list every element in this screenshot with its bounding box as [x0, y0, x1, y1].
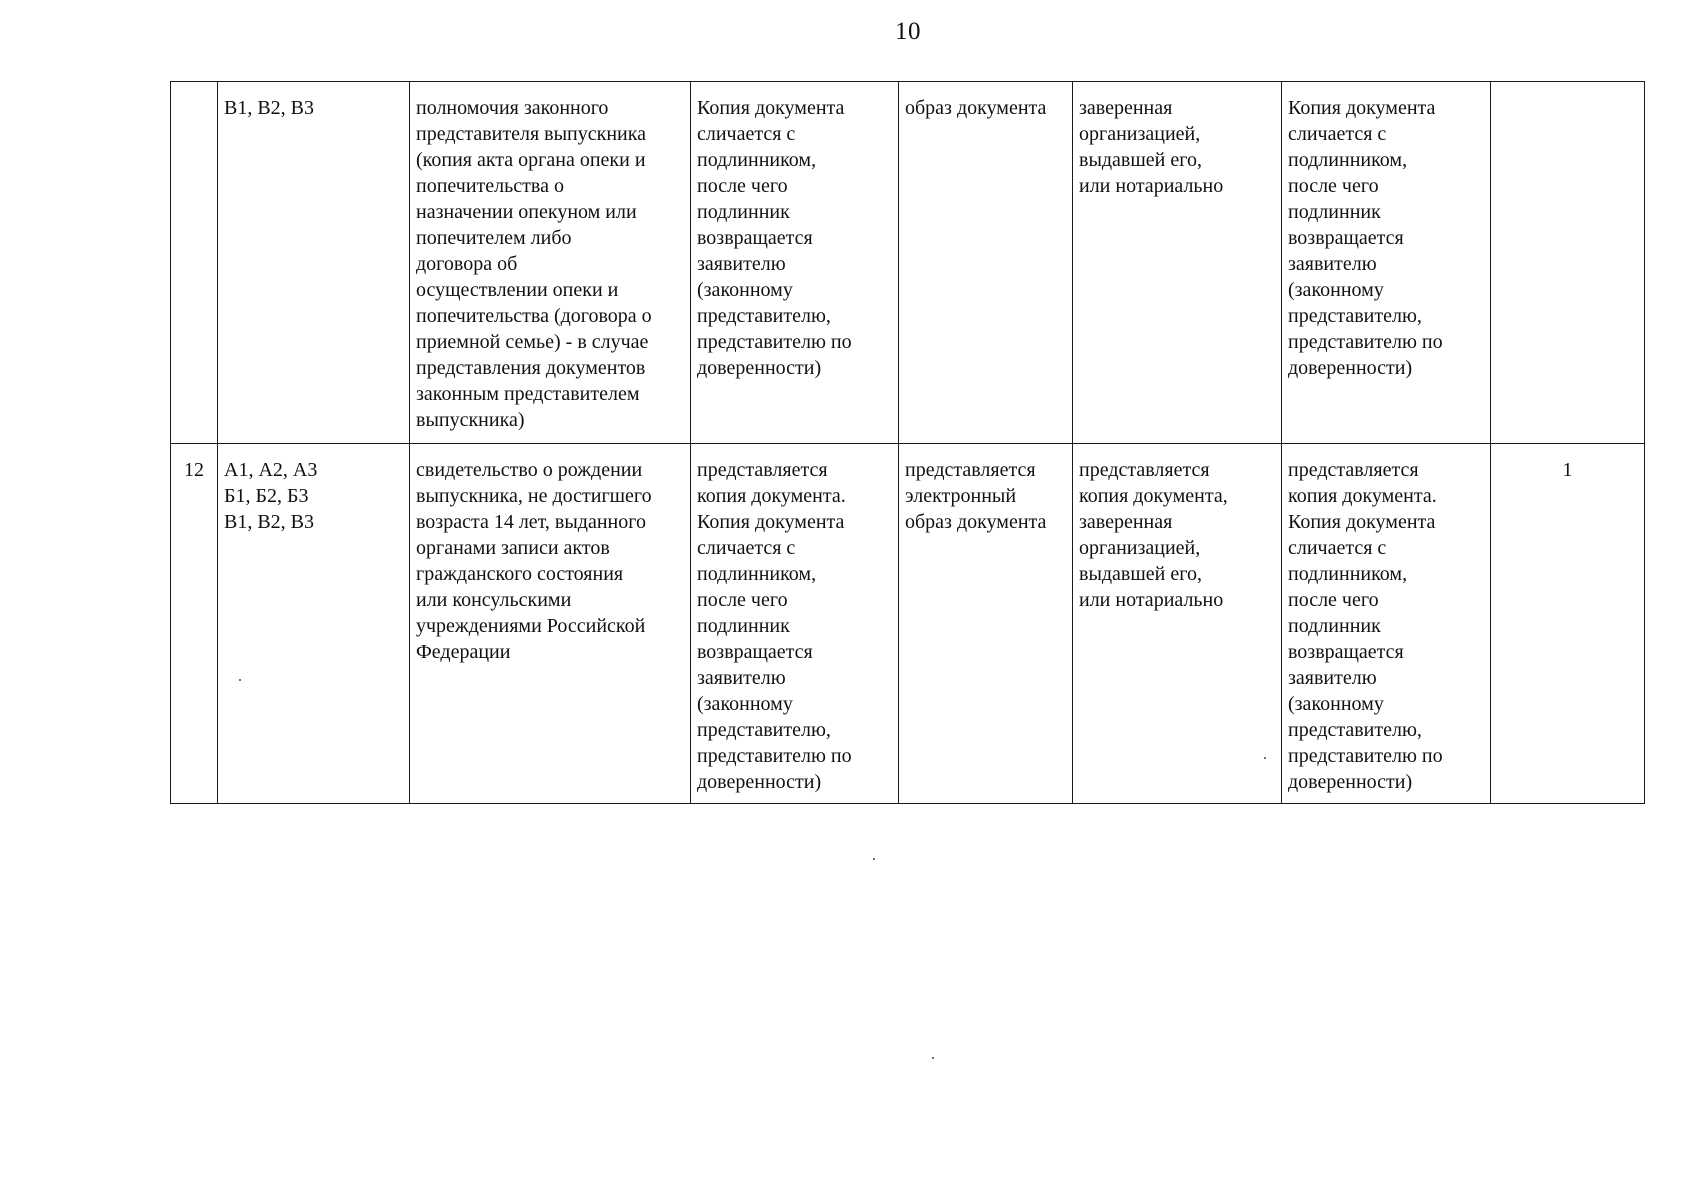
- document-name-cell: полномочия законного представителя выпускника (копия акта органа опеки и попечительства о назначении опекуном или попечителем либо договора об осуществлении опеки и попечительства (договора о приемной семье) - в случае представления документов законным представителем выпускника): [410, 82, 691, 444]
- table-row: [171, 82, 1645, 444]
- copies-count-cell: 1: [1491, 444, 1645, 804]
- in-person-submission-cell: представляется копия документа. Копия документа сличается с подлинником, после чего подлинник возвращается заявителю (законному представителю, представителю по доверенности): [691, 444, 899, 804]
- scan-speck: [239, 679, 241, 681]
- in-person-submission-cell: Копия документа сличается с подлинником, после чего подлинник возвращается заявителю (законному представителю, представителю по доверенности): [691, 82, 899, 444]
- table-row: [171, 444, 1645, 804]
- mfc-submission-cell: Копия документа сличается с подлинником, после чего подлинник возвращается заявителю (законному представителю, представителю по доверенности): [1282, 82, 1491, 444]
- document-name-cell: свидетельство о рождении выпускника, не достигшего возраста 14 лет, выданного органами записи актов гражданского состояния или консульскими учреждениями Российской Федерации: [410, 444, 691, 804]
- scan-speck: [932, 1057, 934, 1059]
- row-number-cell: 12: [171, 444, 218, 804]
- applicant-groups-cell: В1, В2, В3: [218, 82, 410, 444]
- copies-count-cell: [1491, 82, 1645, 444]
- row-number-cell: [171, 82, 218, 444]
- mail-submission-cell: представляется копия документа, заверенная организацией, выдавшей его, или нотариально: [1073, 444, 1282, 804]
- electronic-submission-cell: представляется электронный образ документа: [899, 444, 1073, 804]
- page-number: 10: [895, 18, 921, 45]
- applicant-groups-cell: А1, А2, А3 Б1, Б2, Б3 В1, В2, В3: [218, 444, 410, 804]
- electronic-submission-cell: образ документа: [899, 82, 1073, 444]
- scan-speck: [1264, 757, 1266, 759]
- scan-speck: [873, 858, 875, 860]
- mail-submission-cell: заверенная организацией, выдавшей его, или нотариально: [1073, 82, 1282, 444]
- requirements-table: [170, 81, 1645, 804]
- mfc-submission-cell: представляется копия документа. Копия документа сличается с подлинником, после чего подлинник возвращается заявителю (законному представителю, представителю по доверенности): [1282, 444, 1491, 804]
